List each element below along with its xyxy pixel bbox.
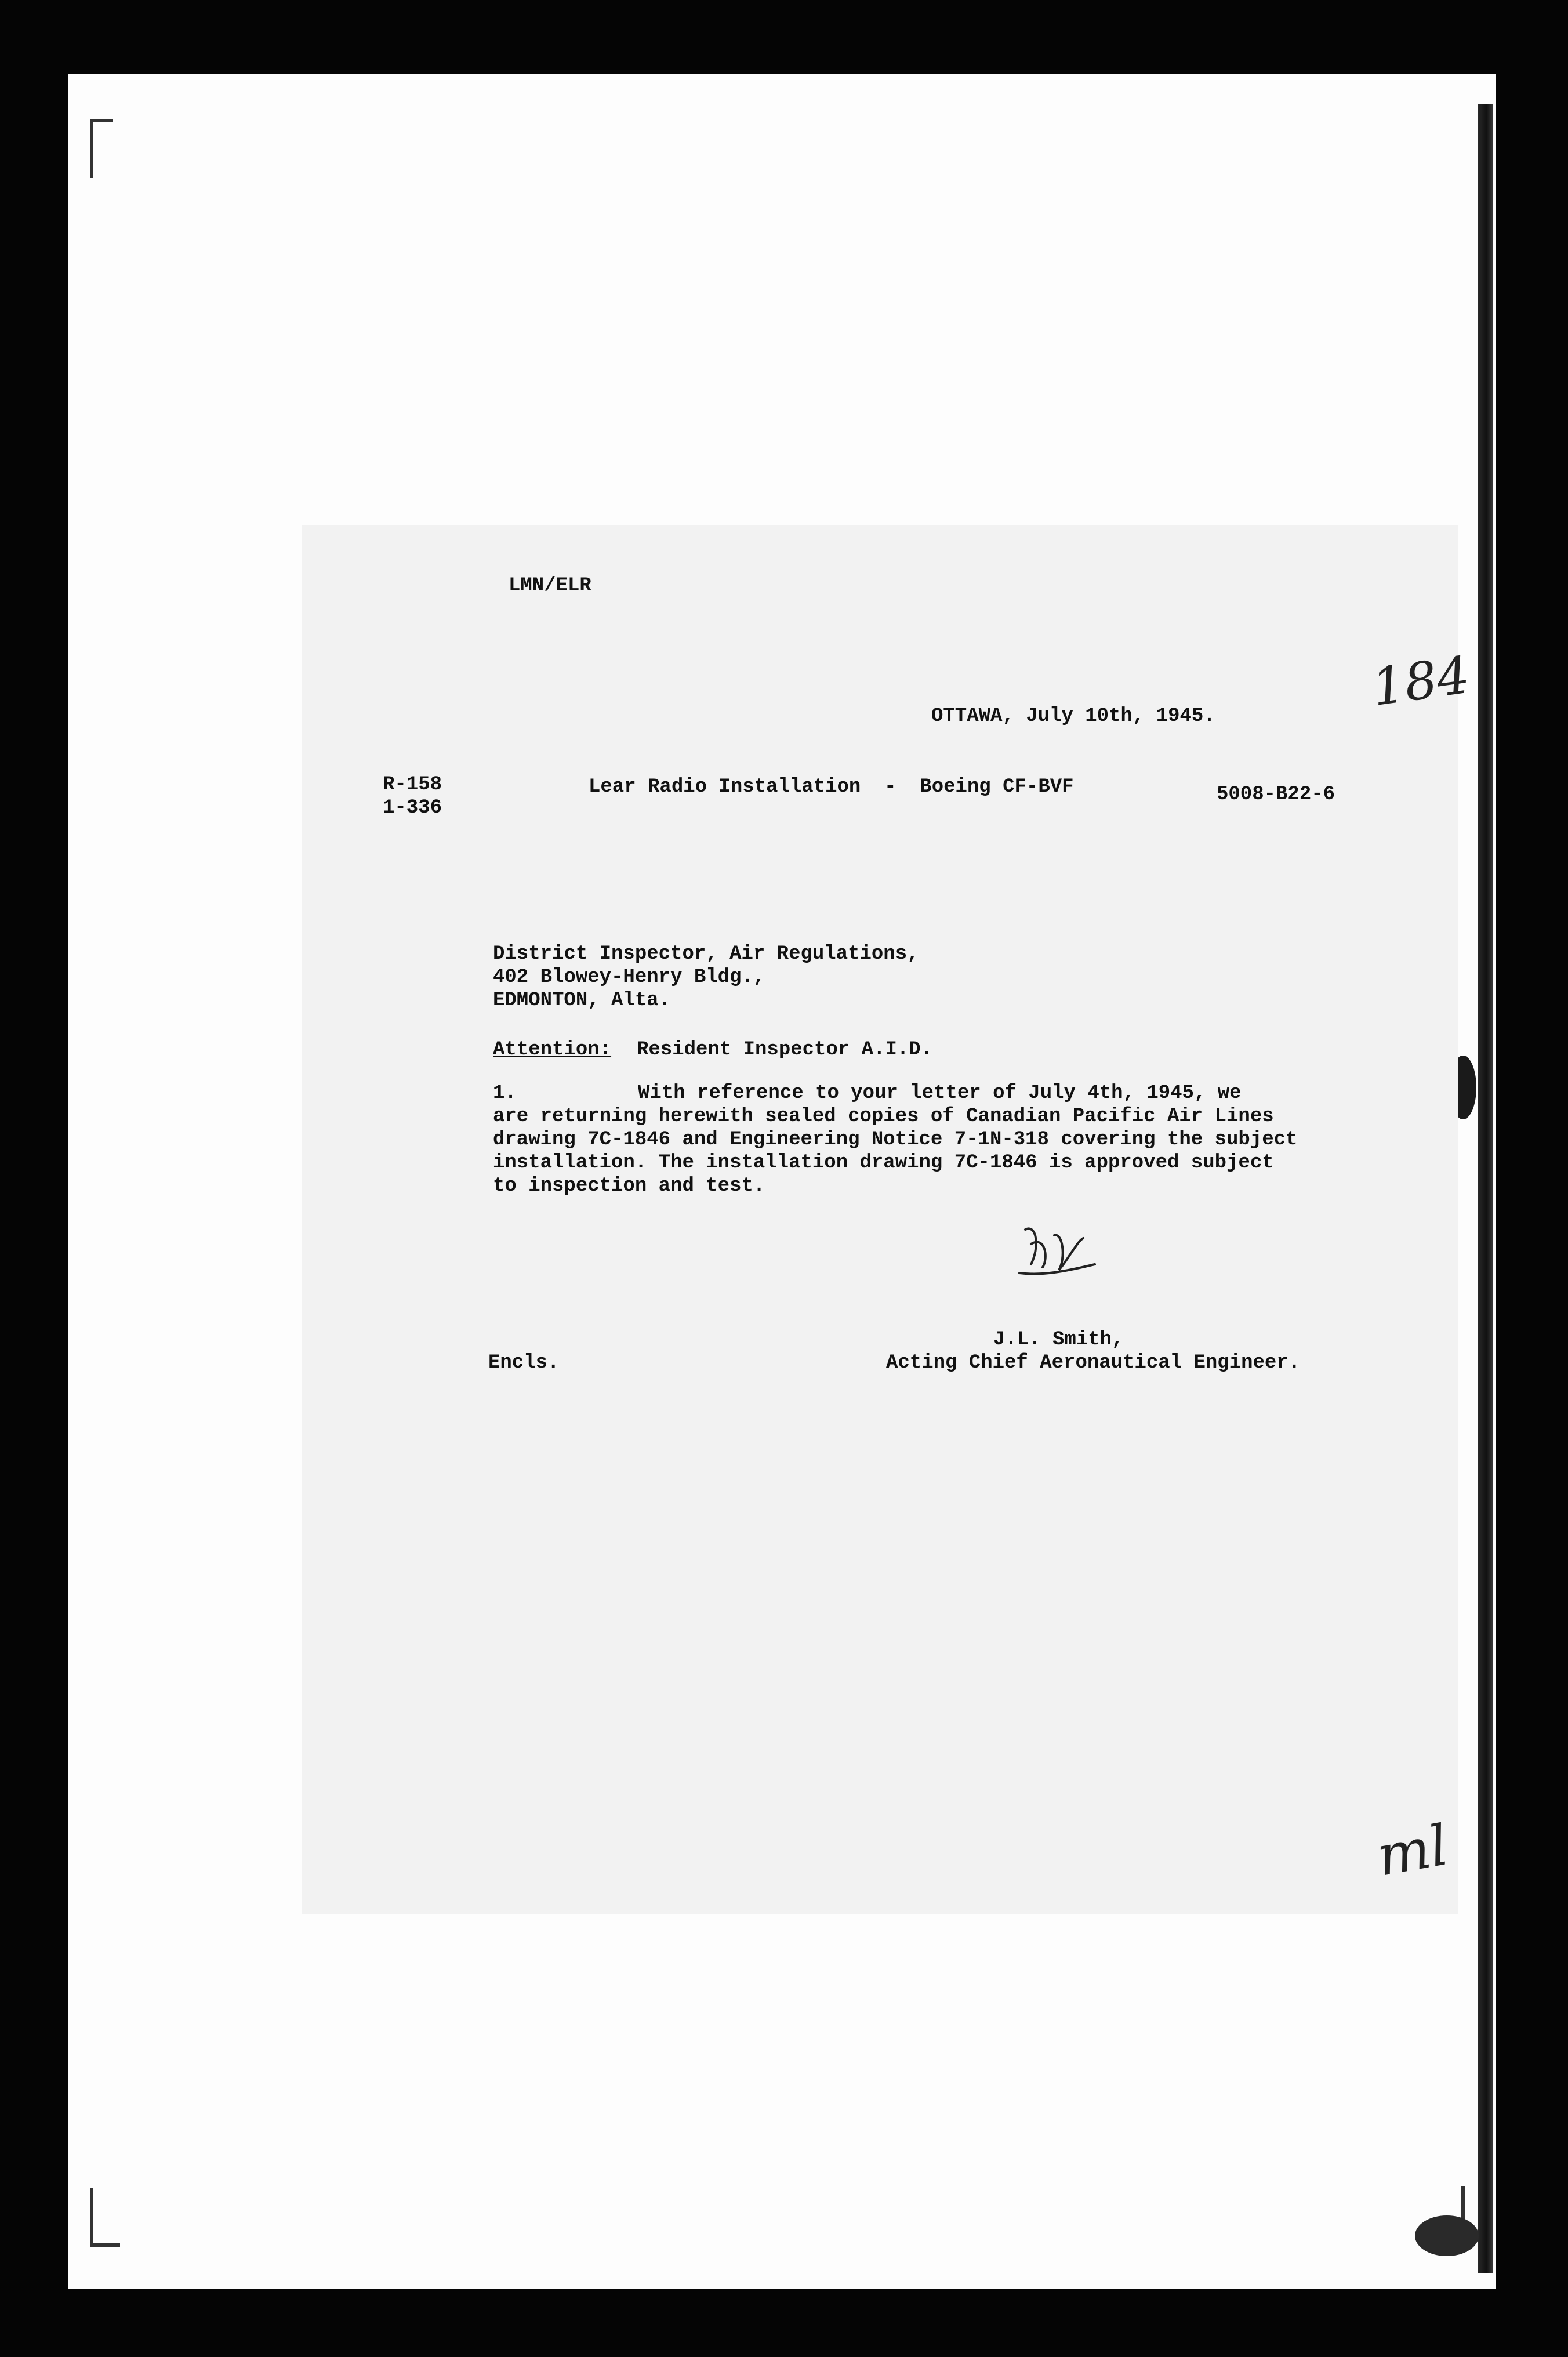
page-number-annotation: 184 [1368, 644, 1473, 718]
addressee-line-2: 402 Blowey-Henry Bldg., [493, 966, 765, 988]
attention-value: Resident Inspector A.I.D. [637, 1039, 933, 1061]
signer-name: J.L. Smith, [993, 1329, 1124, 1351]
signature-initials [1014, 1218, 1101, 1282]
bottom-initials-annotation: ml [1372, 1812, 1453, 1889]
attention-label: Attention: [493, 1039, 612, 1061]
place-date: OTTAWA, July 10th, 1945. [931, 705, 1215, 727]
reference-initials: LMN/ELR [509, 575, 591, 597]
body-line-3: drawing 7C-1846 and Engineering Notice 7-1N-318 covering the subject [493, 1129, 1298, 1151]
file-ref-1: R-158 [383, 774, 442, 796]
edge-smudge [1415, 2215, 1479, 2256]
corner-mark-bottom-left [90, 2188, 120, 2247]
enclosures: Encls. [488, 1352, 560, 1374]
signer-title: Acting Chief Aeronautical Engineer. [886, 1352, 1301, 1374]
subject-line: Lear Radio Installation - Boeing CF-BVF [589, 776, 1074, 798]
body-line-5: to inspection and test. [493, 1175, 765, 1197]
body-line-4: installation. The installation drawing 7C-1846 is approved subject [493, 1152, 1274, 1174]
addressee-line-1: District Inspector, Air Regulations, [493, 943, 919, 965]
corner-mark-top-left [90, 119, 113, 178]
file-ref-2: 1-336 [383, 797, 442, 819]
frame-right-edge [1478, 104, 1493, 2273]
letter-page [302, 525, 1473, 1914]
body-line-1: With reference to your letter of July 4th, 1945, we [638, 1082, 1242, 1104]
body-line-2: are returning herewith sealed copies of Canadian Pacific Air Lines [493, 1105, 1274, 1127]
paragraph-number: 1. [493, 1082, 517, 1104]
addressee-line-3: EDMONTON, Alta. [493, 989, 671, 1011]
file-number: 5008-B22-6 [1217, 784, 1335, 806]
